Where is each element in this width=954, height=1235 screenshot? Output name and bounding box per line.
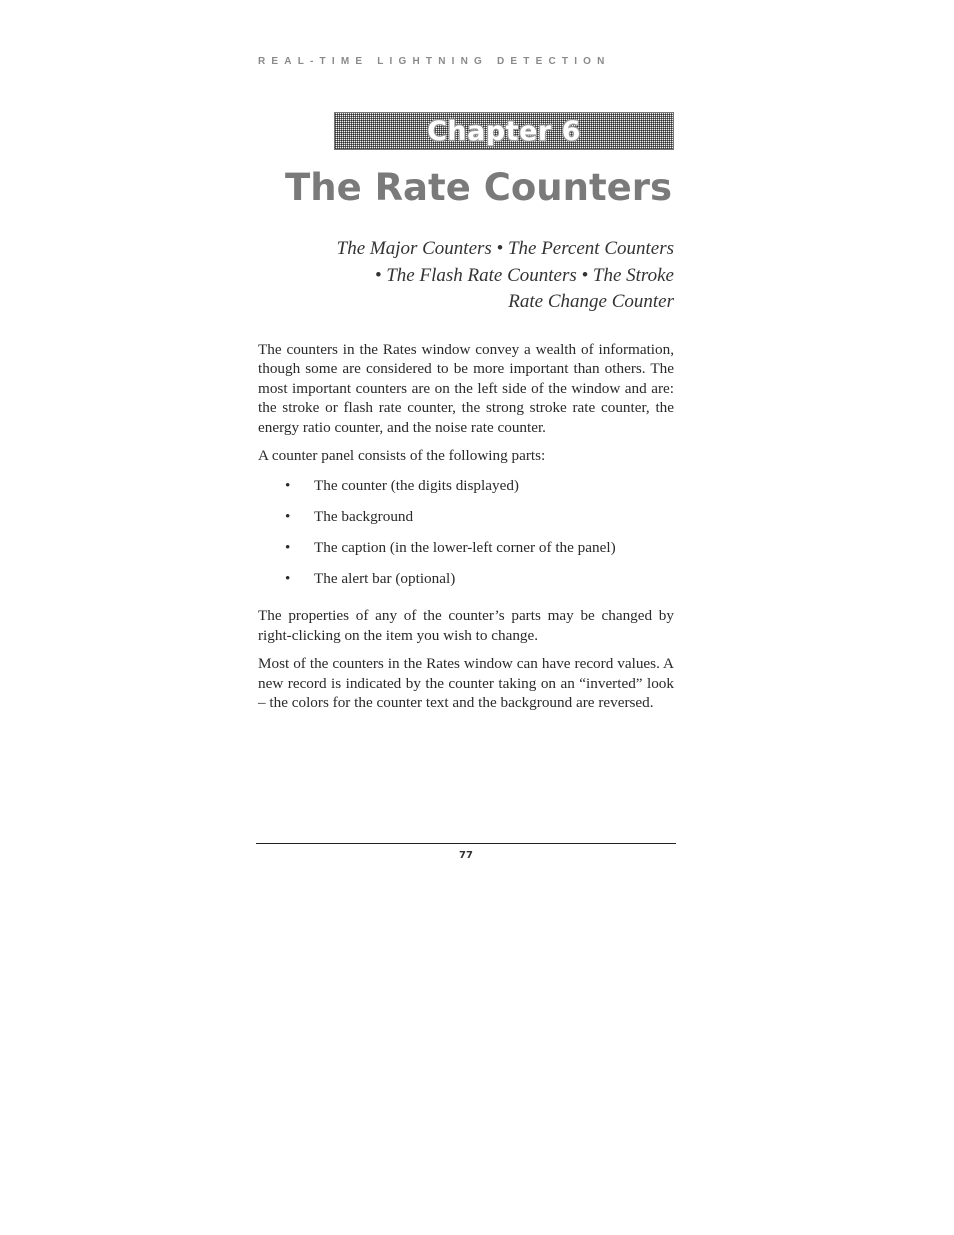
topics-line: • The Flash Rate Counters • The Stroke (374, 264, 674, 286)
chapter-label: Chapter 6 (427, 115, 581, 147)
running-header: REAL-TIME LIGHTNING DETECTION (258, 56, 611, 67)
topics-line: The Major Counters • The Percent Counters (336, 238, 674, 259)
paragraph: Most of the counters in the Rates window can have record values. A new record is indicated by the counter taking on an “inverted” look – the colors for the counter text and the background are reversed. (258, 655, 674, 712)
bullet-icon: • (285, 539, 291, 557)
list-item (258, 474, 674, 505)
list-item (258, 567, 674, 598)
paragraph: The properties of any of the counter’s parts may be changed by right-clicking on the item you wish to change. (258, 607, 674, 644)
chapter-title: The Rate Counters (285, 166, 672, 209)
bullet-icon: • (285, 570, 291, 588)
paragraph: The counters in the Rates window convey a wealth of information, though some are considered to be more important than others. The most important counters are on the left side of the window and are: the stroke or flash rate counter, the strong stroke rate counter, the energy ratio counter, and the noise rate counter. (258, 341, 674, 436)
page-number: 77 (459, 850, 473, 861)
list-item (258, 505, 674, 536)
parts-list (258, 474, 674, 598)
footer-divider (256, 843, 676, 844)
chapter-label-box (334, 112, 674, 150)
chapter-topics (330, 236, 674, 316)
topics-line: Rate Change Counter (508, 291, 674, 312)
body-text (258, 340, 674, 721)
list-item (258, 536, 674, 567)
list-item-text: The alert bar (optional) (314, 570, 456, 588)
list-item-text: The background (314, 508, 414, 526)
bullet-icon: • (285, 508, 291, 526)
list-item-text: The caption (in the lower-left corner of the panel) (314, 539, 616, 557)
list-item-text: The counter (the digits displayed) (314, 477, 519, 495)
bullet-icon: • (285, 477, 291, 495)
paragraph: A counter panel consists of the following parts: (258, 447, 546, 465)
